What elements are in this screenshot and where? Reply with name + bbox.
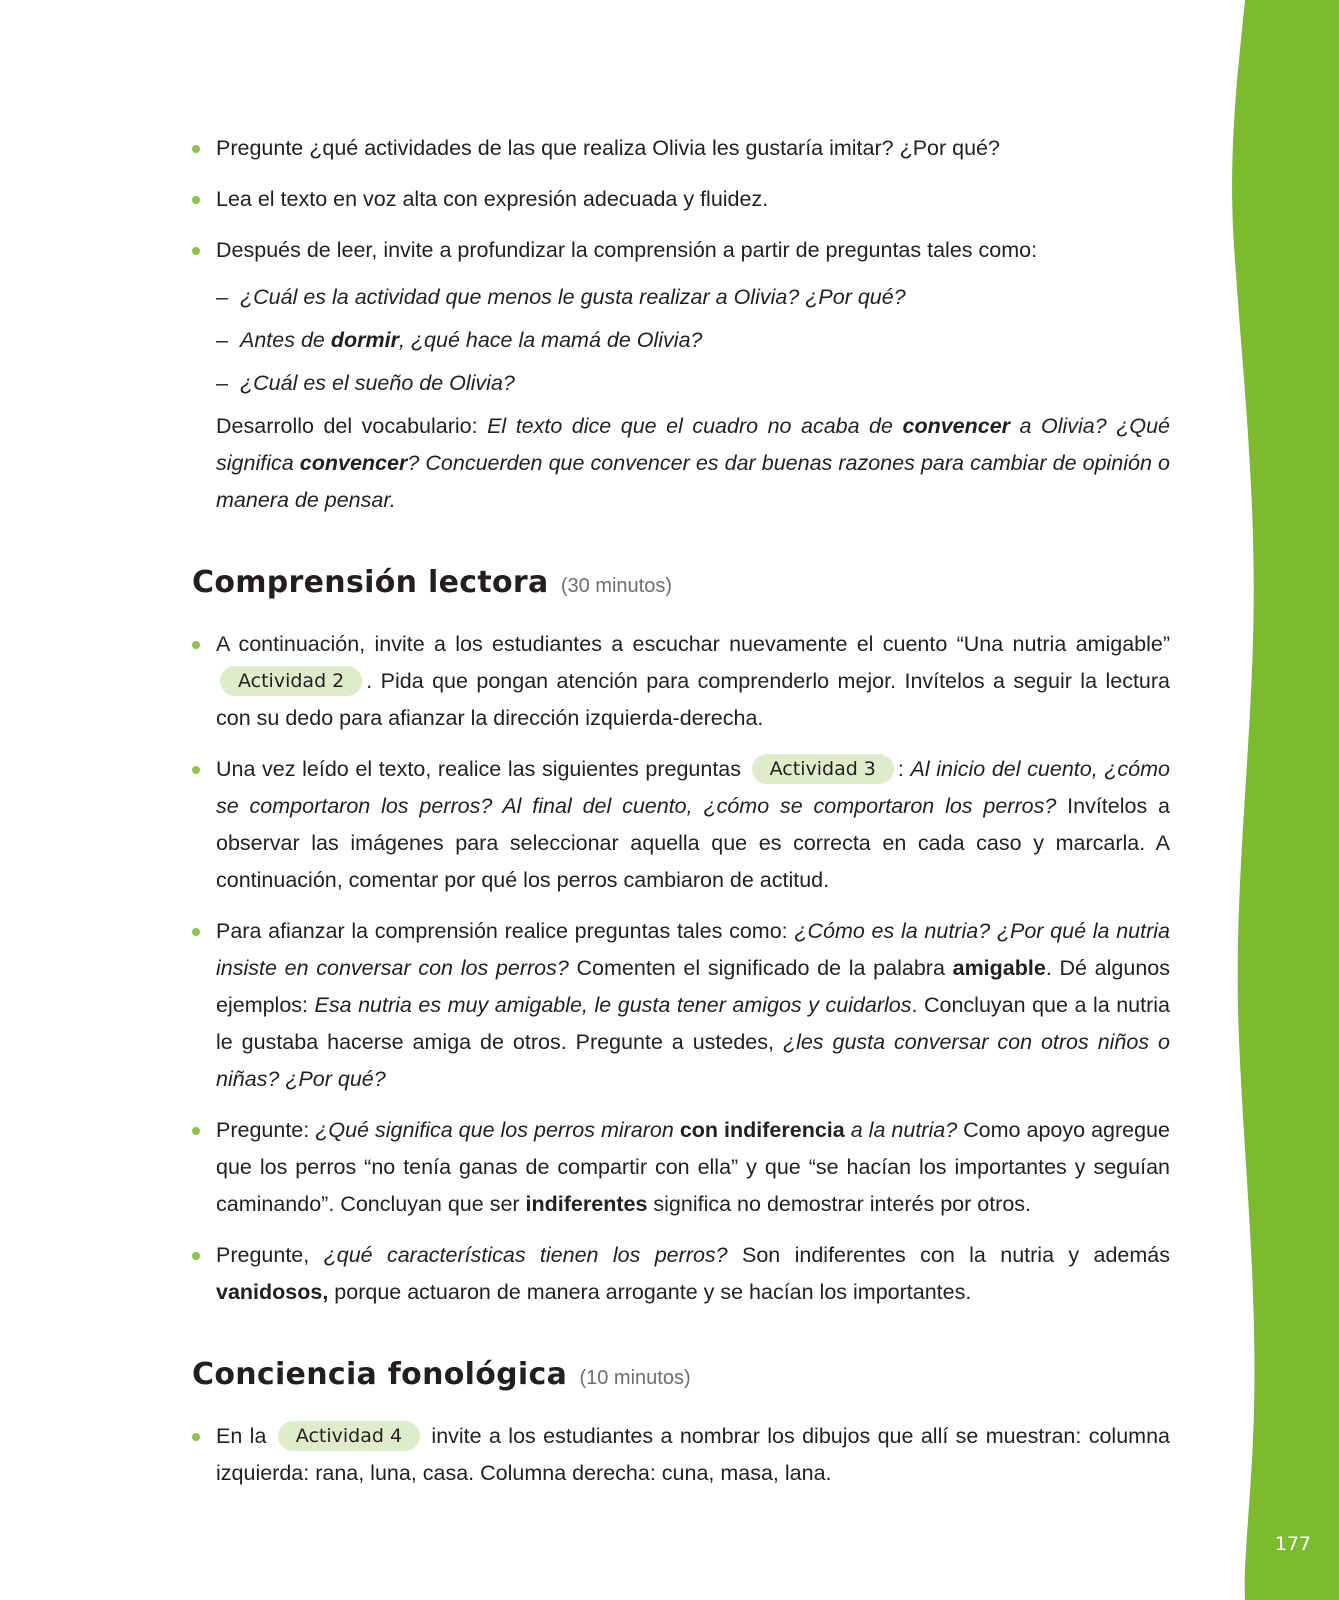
activity-badge: Actividad 2 (220, 666, 362, 696)
bullet-item: Lea el texto en voz alta con expresión adecuada y fluidez. (192, 181, 1170, 218)
activity-badge: Actividad 3 (752, 754, 894, 784)
bullet-item: A continuación, invite a los estudiantes a escuchar nuevamente el cuento “Una nutria amigable” Actividad 2 . Pida que pongan atención para comprenderlo mejor. Invítelos a seguir la lectura con su dedo para afianzar la dirección izquierda-derecha. (192, 626, 1170, 737)
bullet-item: Para afianzar la comprensión realice preguntas tales como: ¿Cómo es la nutria? ¿Por qué la nutria insiste en conversar con los perros? Comenten el significado de la palabra amigable. Dé algunos ejemplos: Esa nutria es muy amigable, le gusta tener amigos y cuidarlos. Concluyan que a la nutria le gustaba hacerse amiga de otros. Pregunte a ustedes, ¿les gusta conversar con otros niños o niñas? ¿Por qué? (192, 913, 1170, 1098)
activity-badge: Actividad 4 (278, 1421, 420, 1451)
page-number: 177 (1274, 1533, 1311, 1555)
question-item: – Antes de dormir, ¿qué hace la mamá de Olivia? (216, 328, 703, 352)
section-heading-conciencia: Conciencia fonológica (10 minutos) (192, 1357, 691, 1392)
bullet-item: Una vez leído el texto, realice las siguientes preguntas Actividad 3 : Al inicio del cuento, ¿cómo se comportaron los perros? Al final del cuento, ¿cómo se comportaron los perros? Invítelos a observar las imágenes para seleccionar aquella que es correcta en cada caso y marcarla. A continuación, comentar por qué los perros cambiaron de actitud. (192, 751, 1170, 899)
bullet-item: Pregunte: ¿Qué significa que los perros miraron con indiferencia a la nutria? Como apoyo agregue que los perros “no tenía ganas de compartir con ella” y que “se hacían los importantes y seguían caminando”. Concluyan que ser indiferentes significa no demostrar interés por otros. (192, 1112, 1170, 1223)
bullet-item: Pregunte ¿qué actividades de las que realiza Olivia les gustaría imitar? ¿Por qué? (192, 130, 1170, 167)
page-content (192, 130, 1170, 1506)
section-heading-comprension: Comprensión lectora (30 minutos) (192, 565, 673, 600)
question-item: – ¿Cuál es el sueño de Olivia? (216, 371, 515, 395)
bullet-item: Pregunte, ¿qué características tienen los perros? Son indiferentes con la nutria y además vanidosos, porque actuaron de manera arrogante y se hacían los importantes. (192, 1237, 1170, 1311)
bullet-item: En la Actividad 4 invite a los estudiantes a nombrar los dibujos que allí se muestran: columna izquierda: rana, luna, casa. Columna derecha: cuna, masa, lana. (192, 1418, 1170, 1492)
vocabulary-paragraph: Desarrollo del vocabulario: El texto dice que el cuadro no acaba de convencer a Olivia? ¿Qué significa convencer? Concuerden que convencer es dar buenas razones para cambiar de opinión o manera de pensar. (216, 414, 1170, 512)
green-side-band (1229, 0, 1339, 1600)
bullet-item: Después de leer, invite a profundizar la comprensión a partir de preguntas tales como: (192, 232, 1170, 269)
question-item: – ¿Cuál es la actividad que menos le gusta realizar a Olivia? ¿Por qué? (216, 285, 906, 309)
